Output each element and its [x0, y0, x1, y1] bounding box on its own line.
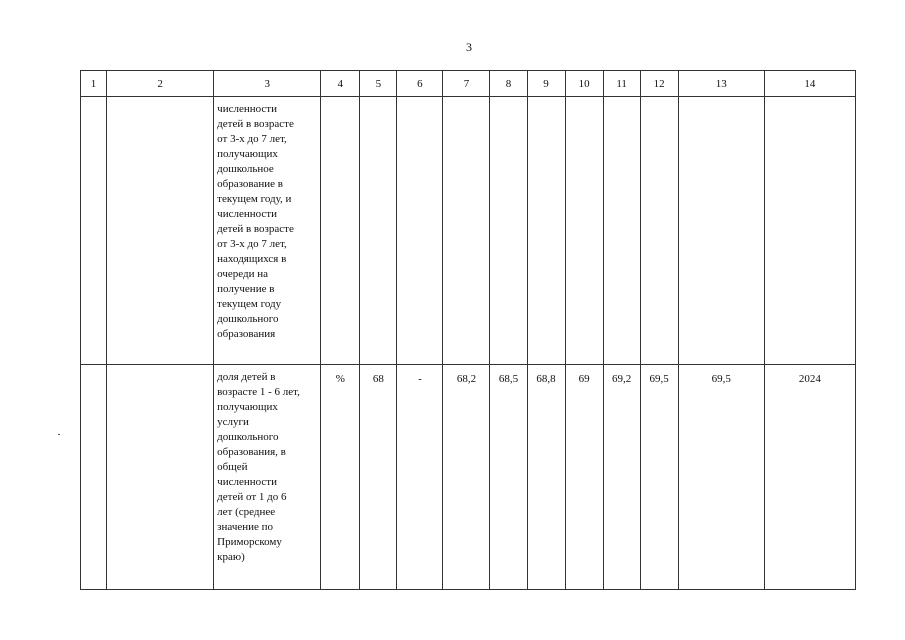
table-cell	[527, 97, 565, 365]
indicator-text-line: дошкольного	[217, 431, 279, 443]
indicator-text-line: получающих	[217, 148, 278, 160]
table-cell	[360, 97, 397, 365]
value-cell: 68	[360, 365, 397, 590]
table-cell	[678, 97, 764, 365]
indicator-description-cell	[214, 97, 321, 365]
table-cell	[107, 97, 214, 365]
table-cell	[603, 97, 640, 365]
column-header: 11	[603, 71, 640, 97]
indicator-text-line: Приморскому	[217, 536, 282, 548]
indicator-text-line: значение по	[217, 521, 274, 533]
indicator-text-line: получающих	[217, 401, 278, 413]
column-header: 1	[81, 71, 107, 97]
indicator-text-line: от 3-х до 7 лет,	[217, 133, 287, 145]
table-cell	[490, 97, 527, 365]
table-cell	[640, 97, 678, 365]
indicator-text-line: возрасте 1 - 6 лет,	[217, 386, 300, 398]
value-cell: 68,8	[527, 365, 565, 590]
indicator-text-line: детей в возрасте	[217, 223, 294, 235]
indicator-text-line: численности	[217, 476, 277, 488]
value-cell: 69	[565, 365, 603, 590]
indicator-text-line: общей	[217, 461, 248, 473]
column-header: 2	[107, 71, 214, 97]
table-cell	[107, 365, 214, 590]
value-cell: 68,2	[443, 365, 490, 590]
unit-cell: %	[321, 365, 360, 590]
indicator-text-line: дошкольное	[217, 163, 274, 175]
indicator-text-line: услуги	[217, 416, 249, 428]
table-row	[81, 365, 856, 590]
indicator-text-line: дошкольного	[217, 313, 279, 325]
table-cell	[565, 97, 603, 365]
page-number: 3	[466, 40, 472, 54]
indicator-text-line: детей в возрасте	[217, 118, 294, 130]
scan-speck	[58, 434, 60, 435]
column-header: 4	[321, 71, 360, 97]
indicator-text-line: образования	[217, 328, 276, 340]
column-header: 13	[678, 71, 764, 97]
value-cell: 69,5	[640, 365, 678, 590]
column-header: 14	[764, 71, 855, 97]
table-row	[81, 97, 856, 365]
table-cell	[81, 365, 107, 590]
indicator-text-line: образование в	[217, 178, 283, 190]
value-cell: -	[397, 365, 443, 590]
indicator-text-line: текущем году, и	[217, 193, 292, 205]
table-cell	[443, 97, 490, 365]
column-header: 6	[397, 71, 443, 97]
table-cell	[397, 97, 443, 365]
column-header: 7	[443, 71, 490, 97]
indicator-text-line: находящихся в	[217, 253, 287, 265]
indicator-text-line: численности	[217, 208, 277, 220]
indicator-text-line: очереди на	[217, 268, 269, 280]
indicator-text-line: образования, в	[217, 446, 286, 458]
header-row	[81, 71, 856, 97]
value-cell: 69,2	[603, 365, 640, 590]
indicator-text-line: получение в	[217, 283, 275, 295]
table-cell	[764, 97, 855, 365]
indicator-text-line: текущем году	[217, 298, 282, 310]
indicator-text-line: лет (среднее	[217, 506, 276, 518]
column-header: 3	[214, 71, 321, 97]
column-header: 8	[490, 71, 527, 97]
year-cell: 2024	[764, 365, 855, 590]
indicator-text-line: детей от 1 до 6	[217, 491, 287, 503]
value-cell: 69,5	[678, 365, 764, 590]
indicator-table	[80, 70, 856, 590]
table-cell	[321, 97, 360, 365]
table-cell	[81, 97, 107, 365]
indicator-text-line: краю)	[217, 551, 245, 563]
indicator-text-line: от 3-х до 7 лет,	[217, 238, 287, 250]
indicator-text-line: доля детей в	[217, 371, 276, 383]
column-header: 12	[640, 71, 678, 97]
column-header: 9	[527, 71, 565, 97]
value-cell: 68,5	[490, 365, 527, 590]
column-header: 10	[565, 71, 603, 97]
column-header: 5	[360, 71, 397, 97]
indicator-text-line: численности	[217, 103, 277, 115]
indicator-description-cell	[214, 365, 321, 590]
